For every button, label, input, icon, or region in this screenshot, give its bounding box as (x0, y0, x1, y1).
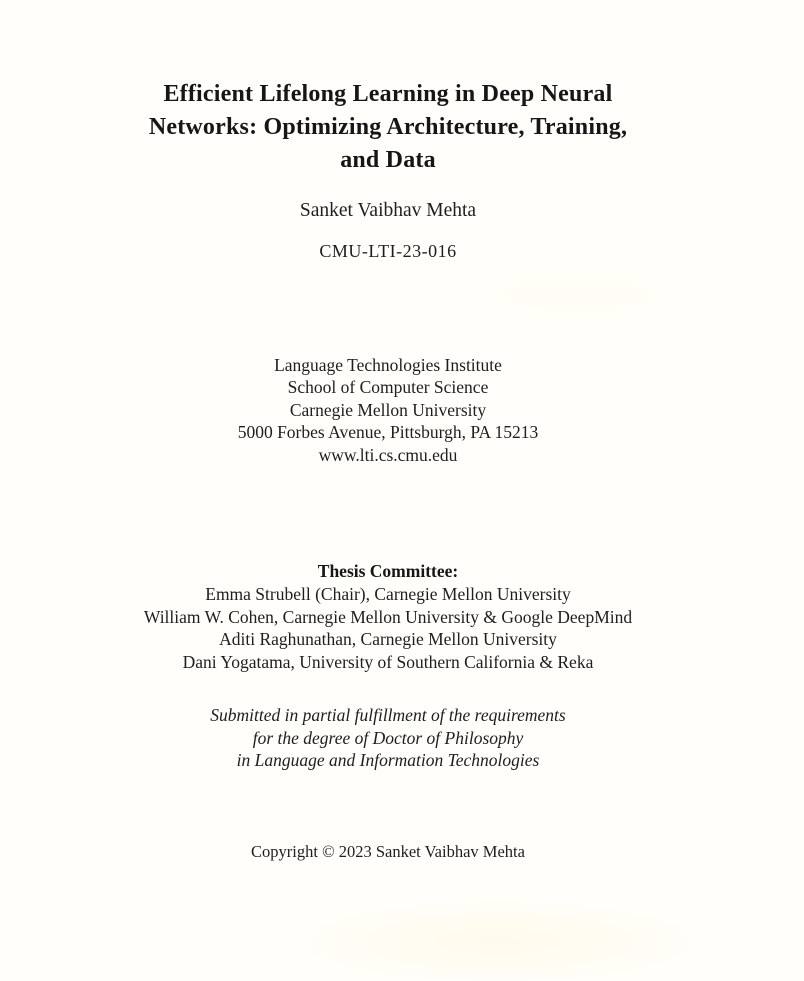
committee-list (0, 583, 776, 673)
committee-member-3: Aditi Raghunathan, Carnegie Mellon University (219, 629, 557, 650)
thesis-title-line-1: Efficient Lifelong Learning in Deep Neural (163, 81, 613, 107)
affiliation-school: School of Computer Science (287, 377, 489, 398)
committee-member-2: William W. Cohen, Carnegie Mellon University & Google DeepMind (143, 606, 633, 627)
copyright-notice: Copyright © 2023 Sanket Vaibhav Mehta (251, 841, 525, 861)
committee-member-4: Dani Yogatama, University of Southern California & Reka (182, 651, 594, 672)
committee-heading: Thesis Committee: (317, 561, 459, 582)
affiliation-address: 5000 Forbes Avenue, Pittsburgh, PA 15213 (237, 422, 539, 443)
submission-line-3: in Language and Information Technologies (236, 750, 540, 771)
thesis-title-line-3: and Data (340, 147, 436, 173)
committee-member-1: Emma Strubell (Chair), Carnegie Mellon University (205, 584, 571, 605)
submission-line-2: for the degree of Doctor of Philosophy (252, 727, 524, 748)
submission-statement (0, 704, 776, 772)
submission-line-1: Submitted in partial fulfillment of the requirements (210, 705, 566, 726)
thesis-title (0, 78, 776, 177)
affiliation-website: www.lti.cs.cmu.edu (318, 444, 458, 465)
report-id: CMU-LTI-23-016 (319, 241, 457, 261)
affiliation-institute: Language Technologies Institute (274, 355, 502, 375)
thesis-title-line-2: Networks: Optimizing Architecture, Training, (148, 114, 628, 140)
author-name: Sanket Vaibhav Mehta (299, 200, 477, 221)
affiliation-block (0, 354, 776, 466)
affiliation-university: Carnegie Mellon University (289, 399, 487, 420)
